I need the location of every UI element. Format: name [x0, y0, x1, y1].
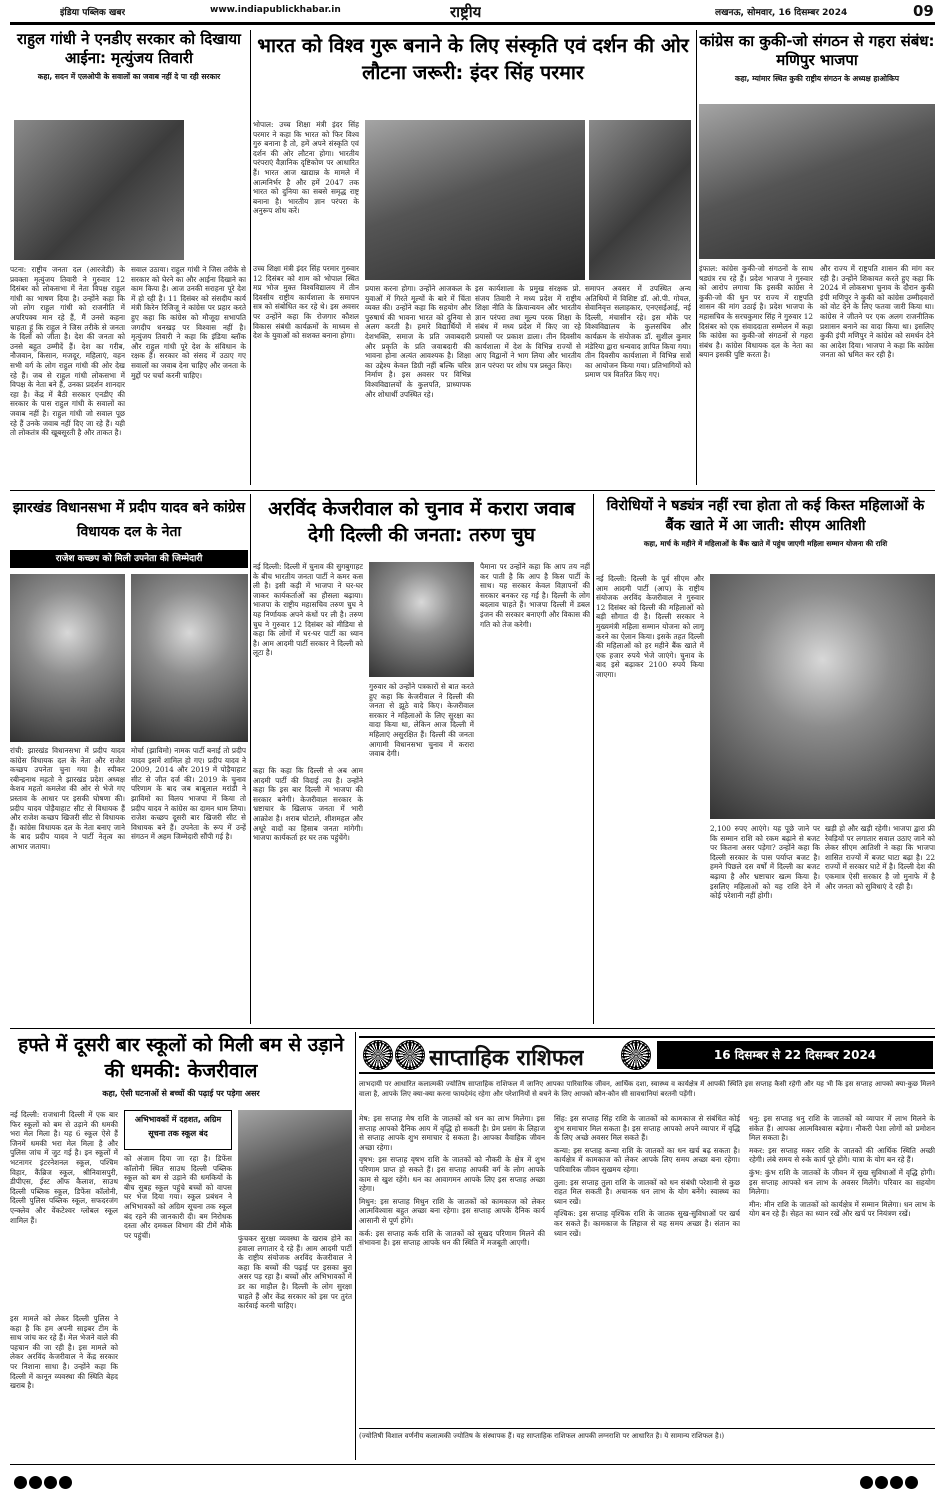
rashifal-title: साप्ताहिक राशिफल [429, 1046, 584, 1071]
dateline: लखनऊ, सोमवार, 16 दिसम्बर 2024 [715, 8, 848, 18]
story-culture [253, 32, 693, 487]
body-d: फुंचकर सुरक्षा व्यवस्था के खराब होने का हवाला लगातार दे रहे हैं। आम आदमी पार्टी के राष्ट्रीय संयोजक अरविंद केजरीवाल ने कहा कि बच्चों की पढ़ाई पर इसका बुरा असर पड़ रहा है। बच्चों और अभिभावकों में डर का माहौल है। दिल्ली के लोग सुरक्षा चाहते हैं और केंद्र सरकार को इस पर तुरंत कार्रवाई करनी चाहिए। [238, 1234, 352, 1311]
body-b: और राज्य में राष्ट्रपति शासन की मांग कर रही है। उन्होंने शिकायत करते हुए कहा कि 2024 में लोकसभा चुनाव के दौरान कुकी इंपी मणिपुर ने कुकी को कांग्रेस उम्मीदवारों को वोट देने के लिए फतवा जारी किया था। कांग्रेस ने जीतने पर एक अलग राजनीतिक प्रशासन बनाने का वादा किया था। इसलिए कुकी इंपी मणिपुर ने कांग्रेस को समर्थन देने का आदेश दिया। भाजपा ने कहा कि कांग्रेस जनता को भ्रमित कर रही है। [820, 264, 934, 360]
photo-rajesh-kachhap [131, 574, 248, 742]
footer-dots-right [860, 1474, 940, 1490]
footer-rule [10, 1464, 935, 1465]
body-a: भोपाल: उच्च शिक्षा मंत्री इंदर सिंह परमार ने कहा कि भारत को फिर विश्व गुरु बनाना है तो, हमें अपने संस्कृति एवं दर्शन की ओर लौटना होगा। भारतीय परंपराएं वैज्ञानिक दृष्टिकोण पर आधारित हैं। भारत आज खाद्यान्न के मामले में आत्मनिर्भर है और हमें 2047 तक भारत को दुनिया का सबसे समृद्ध राष्ट्र बनाना है। भारतीय ज्ञान परंपरा के अनुरूप शोध करें। [253, 120, 359, 216]
body-c: खड़ी हो और खड़ी रहेगी। भाजपा द्वारा फ्री रेवड़ियों पर लगातार सवाल उठाए जाने को लेकर सीएम आतिशी ने कहा कि भाजपा शासित राज्यों में बजट घाटा बढ़ा है। 22 राज्यों में सरकार घाटे में है। दिल्ली देश की एकमात्र ऐसी सरकार है जो मुनाफे में है और जनता को सुविधाएं दे रही है। [825, 824, 935, 891]
body-b: 2,100 रुपए आएंगे। यह पूछे जाने पर कि सम्मान राशि को रकम बढ़ाने से बजट पर कितना असर पड़ेगा? उन्होंने कहा कि दिल्ली सरकार के पास पर्याप्त बजट है। हमने पिछले दस वर्षों में दिल्ली का बजट बढ़ाया है और भ्रष्टाचार खत्म किया है। इसलिए महिलाओं को यह राशि देने में कोई परेशानी नहीं होगी। [710, 824, 820, 901]
dot-icon [875, 1476, 888, 1489]
photo-kejriwal [238, 1110, 352, 1230]
rashi-mithun: मिथुन: इस सप्ताह मिथुन राशि के जातकों को कामकाज को लेकर आत्मविश्वास बहुत अच्छा बना रहेगा। इस सप्ताह आपके दैनिक कार्य आसानी से पूर्ण होंगे। [359, 1196, 545, 1225]
photo-event-stage [365, 120, 585, 280]
headline: झारखंड विधानसभा में प्रदीप यादव बने कांग्रेस विधायक दल के नेता [12, 500, 246, 540]
body-a: रांची: झारखंड विधानसभा में प्रदीप यादव कांग्रेस विधायक दल के नेता और राजेश कच्छप उपनेता चुना गया है। स्पीकर रबीन्द्रनाथ महतो ने झारखंड प्रदेश अध्यक्ष केशव महतो कमलेश की ओर से भेजे गए प्रस्ताव के आधार पर इसकी घोषणा की। प्रदीप यादव पोड़ैयाहाट सीट से विधायक हैं और राजेश कच्छप खिजरी सीट से विधायक हैं। कांग्रेस विधायक दल के नेता बनाए जाने के बाद प्रदीप यादव ने पार्टी नेतृत्व का आभार जताया। [10, 746, 125, 851]
mandala-icon [363, 1040, 393, 1070]
photo-tarun-chugh [369, 562, 474, 677]
body-e: समापन अवसर में उपस्थित अन्य अतिथियों में विशिष्ट डॉ. ओ.पी. गोयल, सेवानिवृत्त सलाहकार, एनएसईआई, नई दिल्ली, मंचासीन रहे। इस मौके पर विश्वविद्यालय के कुलसचिव और कार्यक्रम के संयोजक डॉ. सुशील कुमार मंडेरिया द्वारा धन्यवाद ज्ञापित किया गया। तीन दिवसीय कार्यशाला में विभिन्न सत्रों का आयोजन किया गया। प्रतिभागियों को प्रमाण पत्र वितरित किए गए। [585, 284, 691, 380]
rashi-dhanu: धनु: इस सप्ताह धनु राशि के जातकों को व्यापार में लाभ मिलने के संकेत हैं। आपका आत्मविश्वास बढ़ेगा। नौकरी पेशा लोगों को प्रमोशन मिल सकता है। [749, 1114, 935, 1143]
photo-event-audience [589, 120, 691, 280]
page-number: 09 [913, 3, 934, 20]
rashifal-section [359, 1036, 935, 1460]
rashi-vrishchik: वृश्चिक: इस सप्ताह वृश्चिक राशि के जातक सुख-सुविधाओं पर खर्च कर सकते हैं। कामकाज के लिहाज से यह समय अच्छा है। संतान का ध्यान रखें। [554, 1209, 740, 1238]
story-manipur [699, 32, 935, 487]
subhead: कहा, म्यांमार स्थित कुकी राष्ट्रीय संगठन के अध्यक्ष हाओकिप [735, 74, 899, 83]
subhead: कहा, मार्च के महीने में महिलाओं के बैंक खाते में पहुंच जाएगी महिला सम्मान योजना की राशि [643, 539, 888, 548]
col-divider [355, 1032, 356, 1460]
dot-icon [59, 1476, 72, 1489]
headline: भारत को विश्व गुरू बनाने के लिए संस्कृति एवं दर्शन की ओर लौटना जरूरी: इंदर सिंह परमार [257, 34, 689, 84]
banner: राजेश कच्छप को मिली उपनेता की जिम्मेदारी [10, 550, 248, 568]
headline: कांग्रेस का कुकी-जो संगठन से गहरा संबंध: मणिपुर भाजपा [699, 32, 935, 69]
dot-icon [860, 1476, 873, 1489]
col-divider [250, 494, 251, 1024]
dot-icon [905, 1476, 918, 1489]
story-rahul [10, 30, 248, 490]
body-a: नई दिल्ली: दिल्ली के पूर्व सीएम और आम आदमी पार्टी (आप) के राष्ट्रीय संयोजक अरविंद केजरीवाल ने गुरुवार 12 दिसंबर को दिल्ली की महिलाओं को बड़ी सौगात दी है। दिल्ली सरकार ने मुख्यमंत्री महिला सम्मान योजना को लागू करने का ऐलान किया। इसके तहत दिल्ली की महिलाओं को हर महीने बैंक खाते में एक हजार रुपये भेजे जाएंगे। चुनाव के बाद इसे बढ़ाकर 2100 रुपये किया जाएगा। [596, 574, 704, 679]
body-d: इस कार्यशाला के प्रमुख संरक्षक प्रो. संजय तिवारी ने मध्य प्रदेश में राष्ट्रीय शिक्षा नीति के क्रियान्वयन और भारतीय ज्ञान परंपरा तथा मूल्य परक शिक्षा के संबंध में मध्य प्रदेश में किए जा रहे प्रयासों पर प्रकाश डाला। तीन दिवसीय कार्यशाला में देश के विभिन्न राज्यों से आए विद्वानों ने भाग लिया और भारतीय ज्ञान परंपरा पर शोध पत्र प्रस्तुत किए। [475, 284, 581, 370]
rashi-singh: सिंह: इस सप्ताह सिंह राशि के जातकों को कामकाज से संबंधित कोई शुभ समाचार मिल सकता है। इस सप्ताह आपको अपने व्यापार में वृद्धि के लिए अच्छे अवसर मिल सकते हैं। [554, 1114, 740, 1143]
body-b: इस मामले को लेकर दिल्ली पुलिस ने कहा है कि हम अपनी साइबर टीम के साथ जांच कर रहे हैं। मेल भेजने वाले की पहचान की जा रही है। इस मामले को लेकर अरविंद केजरीवाल ने केंद्र सरकार पर निशाना साधा है। उन्होंने कहा कि दिल्ली में कानून व्यवस्था की स्थिति बेहद खराब है। [10, 1314, 118, 1391]
headline: राहुल गांधी ने एनडीए सरकार को दिखाया आईना: मृत्युंजय तिवारी [17, 30, 241, 67]
body-a: पटना: राष्ट्रीय जनता दल (आरजेडी) के प्रवक्ता मृत्युंजय तिवारी ने गुरुवार 12 दिसंबर को लोकसभा में नेता विपक्ष राहुल गांधी का भाषण दिया है। उन्होंने कहा कि जो लोग राहुल गांधी को राजनीति में अपरिपक्व मान रहे हैं, मैं उनसे कहना चाहता हूं कि राहुल ने जिस तरीके से जनता के दिलों को जीता है। देश की जनता को उनसे बहुत उम्मीदें हैं। देश का गरीब, नौजवान, किसान, मजदूर, महिलाएं, वहन सभी वर्ग के लोग राहुल गांधी की ओर देख रहे हैं। जब से राहुल गांधी लोकसभा में विपक्ष के नेता बने हैं, उनका प्रदर्शन शानदार रहा है। केंद्र में बैठी सरकार एनडीए की सरकार के पास राहुल गांधी के सवालों का जवाब नहीं है। राहुल गांधी जो सवाल पूछ रहे हैं उनके जवाब नहीं दिए जा रहे हैं। यही तो लोकतंत्र की खूबसूरती है और ताकत है। [10, 265, 125, 438]
date-range: 16 दिसम्बर से 22 दिसम्बर 2024 [657, 1041, 933, 1069]
rashi-makar: मकर: इस सप्ताह मकर राशि के जातकों की आर्थिक स्थिति अच्छी रहेगी। लंबे समय से रुके कार्य पूरे होंगे। यात्रा के योग बन रहे हैं। [749, 1145, 935, 1165]
body-b: सवाल उठाया। राहुल गांधी ने जिस तरीके से सरकार को घेरने का और आईना दिखाने का काम किया है। आज उनकी सराहना पूरे देश में हो रही है। 11 दिसंबर को संसदीय कार्य मंत्री किरेन रिजिजू ने कांग्रेस पर प्रहार करते हुए कहा कि कांग्रेस को मौजूदा सभापति जगदीप धनखड़ पर विश्वास नहीं है। मृत्युंजय तिवारी ने कहा कि इंडिया ब्लॉक और राहुल गांधी पूरे देश के संविधान के रक्षक हैं। सरकार को संसद में उठाए गए सवालों का जवाब देना चाहिए और जनता के मुद्दों पर चर्चा करनी चाहिए। [131, 265, 246, 380]
paper-name: इंडिया पब्लिक खबर [60, 8, 126, 18]
story-jharkhand [10, 496, 248, 1026]
dot-icon [890, 1476, 903, 1489]
photo-atishi [710, 574, 935, 819]
rashi-kanya: कन्या: इस सप्ताह कन्या राशि के जातकों का धन खर्च बढ़ सकता है। कार्यक्षेत्र में कामकाज को लेकर आपके लिए समय अच्छा बना रहेगा। पारिवारिक जीवन सुखमय रहेगा। [554, 1145, 740, 1174]
rashifal-footer: (ज्योतिषी विशाल वर्णनीय कलात्मकी ज्योतिष के संस्थापक हैं। यह साप्ताहिक राशिफल आपकी लग्नराशि पर आधारित है। ये सामान्य राशिफल है।) [359, 1428, 935, 1456]
dot-icon [29, 1476, 42, 1489]
col-divider [696, 30, 697, 485]
body-c: गुरुवार को उन्होंने पत्रकारों से बात करते हुए कहा कि केजरीवाल ने दिल्ली की जनता से झूठे वादे किए। केजरीवाल सरकार ने महिलाओं के लिए सुरक्षा का वादा किया था, लेकिन आज दिल्ली में महिलाएं असुरक्षित हैं। दिल्ली की जनता आगामी विधानसभा चुनाव में करारा जवाब देगी। [369, 682, 474, 759]
rashifal-header [359, 1036, 935, 1074]
photo-mrityunjay-tiwari [14, 120, 184, 260]
rashi-tula: तुला: इस सप्ताह तुला राशि के जातकों को धन संबंधी परेशानी से कुछ राहत मिल सकती है। अचानक धन लाभ के योग बनेंगे। स्वास्थ्य का ध्यान रखें। [554, 1177, 740, 1206]
subhead: कहा, ऐसी घटनाओं से बच्चों की पढ़ाई पर पड़ेगा असर [102, 1089, 260, 1098]
info-box [124, 1110, 232, 1150]
rashi-kark: कर्क: इस सप्ताह कर्क राशि के जातकों को सुखद परिणाम मिलने की संभावना है। इस सप्ताह आपके धन की स्थिति में मजबूती आएगी। [359, 1228, 545, 1248]
box-title: अभिभावकों में दहशत, अग्रिम [134, 1115, 222, 1124]
rashifal-intro: लाभदायी पर आधारित कलात्मकी ज्योतिष साप्ताहिक राशिफल में जानिए आपका पारिवारिक जीवन, आर्थिक दशा, स्वास्थ्य व कार्यक्षेत्र में आपकी स्थिति इस सप्ताह कैसी रहेगी और यह भी कि इस सप्ताह आपको क्या-कुछ मिलने वाला है, आपके लिए क्या-क्या करना फायदेमंद रहेगा और परेशानियों से बचने के लिए आपको कौन-कौन सी सावधानियां बरतनी पड़ेंगी। [359, 1080, 935, 1098]
body-c: प्रयास करना होगा। उन्होंने आजकल के युवाओं में गिरते मूल्यों के बारे में चिंता व्यक्त की। उन्होंने कहा कि सहयोग और पुरुषार्थ की भावना भारत को दुनिया से अलग करती है। हमारे विद्यार्थियों में देशभक्ति, समाज के प्रति जवाबदारी और प्रकृति के प्रति जवाबदारी की भावना होना अत्यंत आवश्यक है। शिक्षा का उद्देश्य केवल डिग्री नहीं बल्कि चरित्र निर्माण है। इस अवसर पर विभिन्न विश्वविद्यालयों के कुलपति, प्राध्यापक और शोधार्थी उपस्थित रहे। [365, 284, 471, 399]
mandala-icon [621, 1040, 651, 1070]
body-a: नई दिल्ली: दिल्ली में चुनाव की सुगबुगाहट के बीच भारतीय जनता पार्टी ने कमर कस ली है। इसी कड़ी में भाजपा ने घर-घर जाकर कार्यकर्ताओं का हौसला बढ़ाया। भाजपा के राष्ट्रीय महासचिव तरुण चुघ ने यह निर्णायक अपने कंधों पर ली है। तरुण चुघ ने गुरुवार 12 दिसंबर को मीडिया से कहा कि लोगों में घर-घर पार्टी का ध्यान है। आम आदमी पार्टी सरकार ने दिल्ली को लूटा है। [253, 562, 363, 658]
rashifal-col-1 [359, 1114, 545, 1424]
headline: हफ्ते में दूसरी बार स्कूलों को मिली बम से उड़ाने की धमकी: केजरीवाल [18, 1034, 344, 1082]
headline: विरोधियों ने षड्यंत्र नहीं रचा होता तो कई किस्त महिलाओं के बैंक खाते में आ जाती: सीएम आतिशी [606, 498, 925, 534]
body-b: उच्च शिक्षा मंत्री इंदर सिंह परमार गुरुवार 12 दिसंबर को शाम को भोपाल स्थित मप्र भोज मुक्त विश्वविद्यालय में तीन दिवसीय राष्ट्रीय कार्यशाला के समापन सत्र को संबोधित कर रहे थे। इस अवसर पर उन्होंने कहा कि रोजगार कौशल विकास संबंधी कार्यक्रमों के माध्यम से देश के युवाओं को सशक्त बनाना होगा। [253, 264, 359, 341]
col-divider [593, 494, 594, 1024]
body-d: पैमाना पर उन्होंने कहा कि आप तय नहीं कर पाती है कि आप है किस पार्टी के साथ। यह सरकार केवल विज्ञापनों की सरकार बनकर रह गई है। दिल्ली के लोग बदलाव चाहते हैं। भाजपा दिल्ली में डबल इंजन की सरकार बनाएगी और विकास की गति को तेज करेगी। [480, 562, 590, 629]
story-kejriwal-vote [253, 496, 590, 1024]
subhead: कहा, सदन में एलओपी के सवालों का जवाब नहीं दे पा रही सरकार [37, 71, 221, 81]
dot-icon [14, 1476, 27, 1489]
col-divider [250, 30, 251, 485]
body-b: कहा कि कहा कि दिल्ली से अब आम आदमी पार्टी की विदाई तय है। उन्होंने कहा कि इस बार दिल्ली में भाजपा की सरकार बनेगी। केजरीवाल सरकार के भ्रष्टाचार के खिलाफ जनता में भारी आक्रोश है। शराब घोटाले, शीशमहल और अधूरे वादों का हिसाब जनता मांगेगी। भाजपा कार्यकर्ता हर घर तक पहुंचेंगे। [253, 766, 363, 843]
story-atishi [596, 496, 935, 1024]
rashi-mesh: मेष: इस सप्ताह मेष राशि के जातकों को धन का लाभ मिलेगा। इस सप्ताह आपको दैनिक आय में वृद्धि हो सकती है। प्रेम प्रसंग के लिहाज से सप्ताह आपके शुभ समाचार दे सकता है। आपका वैवाहिक जीवन अच्छा रहेगा। [359, 1114, 545, 1152]
section-title: राष्ट्रीय [450, 3, 482, 21]
dot-icon [44, 1476, 57, 1489]
body-b: मोर्चा (झाविमो) नामक पार्टी बनाई तो प्रदीप यादव इसमें शामिल हो गए। प्रदीप यादव ने 2009, 2014 और 2019 में पोड़ैयाहाट सीट से जीत दर्ज की। 2019 के चुनाव परिणाम के बाद जब बाबूलाल मरांडी ने झाविमो का विलय भाजपा में किया तो प्रदीप यादव ने कांग्रेस का दामन थाम लिया। राजेश कच्छप दूसरी बार खिजरी सीट से विधायक बने हैं। उपनेता के रूप में उन्हें संगठन में अहम जिम्मेदारी सौंपी गई है। [131, 746, 246, 842]
footer-dots-left [14, 1474, 94, 1490]
photo-bjp-press [699, 104, 935, 259]
rashifal-col-2 [554, 1114, 740, 1424]
photo-pradeep-yadav [10, 574, 125, 742]
row-rule-1 [10, 490, 935, 491]
headline: अरविंद केजरीवाल को चुनाव में करारा जवाब देगी दिल्ली की जनता: तरुण चुघ [268, 498, 575, 546]
rashi-meen: मीन: मीन राशि के जातकों को कार्यक्षेत्र में सम्मान मिलेगा। धन लाभ के योग बन रहे हैं। सेहत का ध्यान रखें और खर्च पर नियंत्रण रखें। [749, 1199, 935, 1219]
website: www.indiapublickhabar.in [210, 5, 341, 15]
body-a: इंफाल: कांग्रेस कुकी-जो संगठनों के साथ षड्यंत्र रच रहे हैं। प्रदेश भाजपा ने गुरुवार को आरोप लगाया कि इसकी कांग्रेस ने कुकी-जो की धुन पर राज्य में राष्ट्रपति शासन की मांग उठाई है। प्रदेश भाजपा के महासचिव के सरचकुमार सिंह ने गुरुवार 12 दिसंबर को एक संवाददाता सम्मेलन में कहा कि कांग्रेस का कुकी-जो संगठनों से गहरा संबंध है। कांग्रेस विधायक दल के नेता का बयान इसकी पुष्टि करता है। [699, 264, 813, 360]
box-subtitle: सूचना तक स्कूल बंद [148, 1129, 208, 1138]
row-rule-2 [10, 1028, 935, 1029]
story-school [10, 1032, 352, 1460]
rashi-vrishabh: वृषभ: इस सप्ताह वृषभ राशि के जातकों को नौकरी के क्षेत्र में शुभ परिणाम प्राप्त हो सकते हैं। इस सप्ताह आपकी वर्ग के लोग आपके काम से खुश रहेंगे। धन का आवागमन आपके लिए इस सप्ताह अच्छा रहेगा। [359, 1155, 545, 1194]
mandala-icon [395, 1040, 425, 1070]
body-c: को अंजाम दिया जा रहा है। डिफेंस कॉलोनी स्थित साउथ दिल्ली पब्लिक स्कूल को बम से उड़ाने की धमकियों के बीच सुबह स्कूल पहुंचे बच्चों को वापस घर भेज दिया गया। स्कूल प्रबंधन ने अभिभावकों को अग्रिम सूचना तक स्कूल बंद रहने की जानकारी दी। बम निरोधक दस्ता और दमकल विभाग की टीमें मौके पर पहुंचीं। [124, 1154, 232, 1240]
header-rule [10, 22, 935, 25]
body-a: नई दिल्ली: राजधानी दिल्ली में एक बार फिर स्कूलों को बम से उड़ाने की धमकी भरा मेल मिला है। यह 6 स्कूल ऐसे हैं जिनमें धमकी भरा मेल मिला है और पुलिस जांच में जुट गई है। इन स्कूलों में भटनागर इंटरनेशनल स्कूल, पश्चिम विहार, कैंब्रिज स्कूल, श्रीनिवासपुरी, डीपीएस, ईस्ट ऑफ कैलाश, साउथ दिल्ली पब्लिक स्कूल, डिफेंस कॉलोनी, दिल्ली पुलिस पब्लिक स्कूल, सफदरजंग एन्क्लेव और वेंकटेश्वर ग्लोबल स्कूल शामिल हैं। [10, 1110, 118, 1225]
rashifal-col-3 [749, 1114, 935, 1424]
rashi-kumbh: कुंभ: कुंभ राशि के जातकों के जीवन में सुख सुविधाओं में वृद्धि होगी। इस सप्ताह आपको धन लाभ के अवसर मिलेंगे। परिवार का सहयोग मिलेगा। [749, 1167, 935, 1197]
